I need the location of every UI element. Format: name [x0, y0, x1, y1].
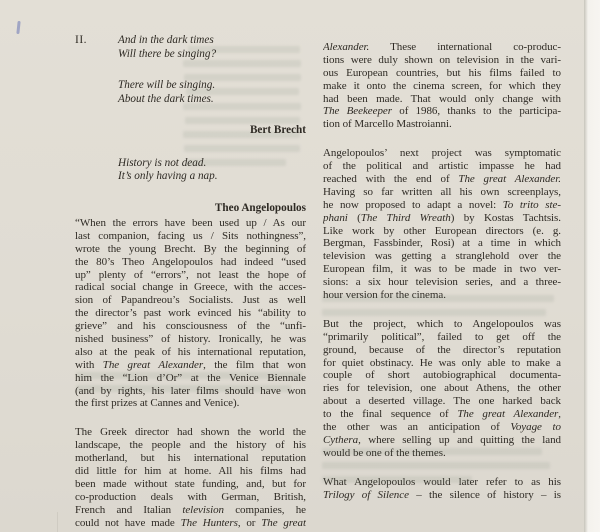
paper-crease [57, 512, 58, 532]
epigraph-stanza [118, 79, 306, 106]
text-line: “When the errors have been used up / As our [75, 217, 306, 229]
text-line: did little for him at home. All his films had [75, 465, 306, 478]
text-line: to the final sequence of The great Alexander, [323, 408, 561, 421]
text-line: sion of Papandreou’s Socialists. Just as well [75, 294, 306, 307]
text-line: him the “Lion d’Or” at the Venice Biennale [75, 371, 306, 384]
text-line: had been made. That would only change with [323, 92, 561, 105]
left-column-text [75, 217, 306, 529]
bleed-through-line [322, 462, 550, 469]
text-line: about a deserted village. The one harked back [323, 395, 561, 408]
text-line: radical social change in Greece, with the acces- [75, 281, 306, 294]
epigraph-line: And in the dark times [118, 34, 214, 46]
text-line: ous European countries, but his films failed to [323, 66, 561, 79]
text-columns [75, 34, 562, 529]
bleed-through-line [322, 309, 546, 316]
epigraph-stanza [118, 34, 306, 61]
text-line: make it onto the cinema screen, for which they [323, 79, 561, 92]
text-line: for quiet obstinacy. He was only able to make a [323, 356, 561, 369]
bleed-through-line [322, 476, 472, 483]
page-edge [584, 0, 600, 532]
text-line: couple of short autobiographical documenta- [323, 369, 561, 382]
text-line: “primarily political”, failed to get off the [323, 330, 561, 343]
text-line: sions: a six hour television series, and a three- [323, 276, 561, 289]
paragraph [75, 217, 306, 410]
text-line: he now proposed to adapt a novel: To trito ste- [323, 198, 561, 211]
text-line: Cythera, where selling up and quitting the land [323, 433, 561, 446]
text-line: grieve” and his consciousness of the “unfi- [75, 320, 306, 333]
text-line: Like work by other European directors (e. g. [323, 224, 561, 237]
text-line: Having so far written all his own screenplays, [323, 185, 561, 198]
paragraph [323, 147, 561, 302]
epigraph-line: It’s only having a nap. [118, 170, 218, 182]
text-line: tions were duly shown on television in the vari- [323, 53, 561, 66]
text-line: the director’s past work evinced his “ability to [75, 307, 306, 320]
margin-ink-mark [16, 21, 20, 34]
text-line: also at the peak of his international reputation, [75, 345, 306, 358]
column-gutter [306, 34, 323, 529]
text-line: ries for television, one about Athens, the other [323, 382, 561, 395]
text-line: with The great Alexander, the film that won [75, 358, 306, 371]
text-line: motherland, but his international reputation [75, 452, 306, 465]
text-line: The Beekeeper of 1986, thanks to the participa- [323, 105, 561, 118]
text-line: But the project, which to Angelopoulos was [323, 317, 561, 330]
left-column [75, 34, 306, 529]
epigraph-stanza [118, 157, 306, 184]
right-column-text [323, 41, 561, 502]
bleed-through-line [322, 295, 554, 302]
text-line: What Angelopoulos would later refer to as his [323, 475, 561, 488]
text-line: co-production deals with German, British, [75, 490, 306, 503]
text-line: of the political and artistic impasse he had [323, 160, 561, 173]
text-line: reached with the end of The great Alexander. [323, 173, 561, 186]
epigraph-group [118, 157, 306, 216]
text-line: ground, because of the director’s reputation [323, 343, 561, 356]
epigraphs [75, 34, 306, 215]
epigraph-line: Will there be singing? [118, 47, 217, 60]
text-line: would be one of the themes. [323, 446, 446, 459]
paragraph [75, 426, 306, 529]
epigraph-attribution: Theo Angelopoulos [214, 201, 306, 214]
text-line: Bergman, Fassbinder, Rosi) at a time in which [323, 237, 561, 250]
text-line: phani (The Third Wreath) by Kostas Tachtsis. [323, 211, 561, 224]
text-line: been made without state funding, and, but for [75, 477, 306, 490]
text-line: Trilogy of Silence – the silence of history – is [323, 488, 561, 501]
epigraph-line: About the dark times. [118, 92, 214, 105]
paragraph [323, 318, 561, 460]
text-line: last companion, facing us / Sits nothingness”, [75, 229, 306, 242]
epigraph-attribution: Bert Brecht [249, 124, 306, 136]
text-line: Angelopoulos’ next project was symptomatic [323, 147, 561, 160]
epigraph-group [118, 34, 306, 138]
text-line: nished business” of history. Ironically, he was [75, 333, 306, 346]
bleed-through-line [322, 448, 542, 455]
text-line: the other was an anticipation of Voyage to [323, 421, 561, 434]
paragraph [323, 41, 561, 131]
text-line: tion of Marcello Mastroianni. [323, 118, 452, 131]
text-line: landscape, the people and the history of his [75, 439, 306, 452]
text-line: the 80’s Theo Angelopoulos had indeed “used [75, 255, 306, 268]
text-line: up” plenty of “errors”, not least the hope of [75, 268, 306, 281]
text-line: hour version for the cinema. [323, 289, 446, 302]
text-line: wrote the young Brecht. By the beginning of [75, 242, 306, 255]
text-line: the first prizes at Cannes and Venice). [75, 397, 240, 410]
right-column [323, 34, 561, 529]
text-line: European film, it was to be made in two ver- [323, 263, 561, 276]
text-line: (and by rights, his later films should have won [75, 384, 306, 397]
epigraph-line: There will be singing. [118, 79, 216, 91]
section-number: II. [75, 34, 88, 46]
text-line: The Greek director had shown the world the [75, 426, 306, 439]
epigraph-line: History is not dead. [118, 156, 207, 169]
text-line: television was getting a stranglehold over the [323, 250, 561, 263]
text-line: Alexander. These international co-produc- [323, 41, 561, 53]
text-line: could not have made The Hunters, or The great [75, 516, 306, 529]
text-line: French and Italian television companies, he [75, 503, 306, 516]
